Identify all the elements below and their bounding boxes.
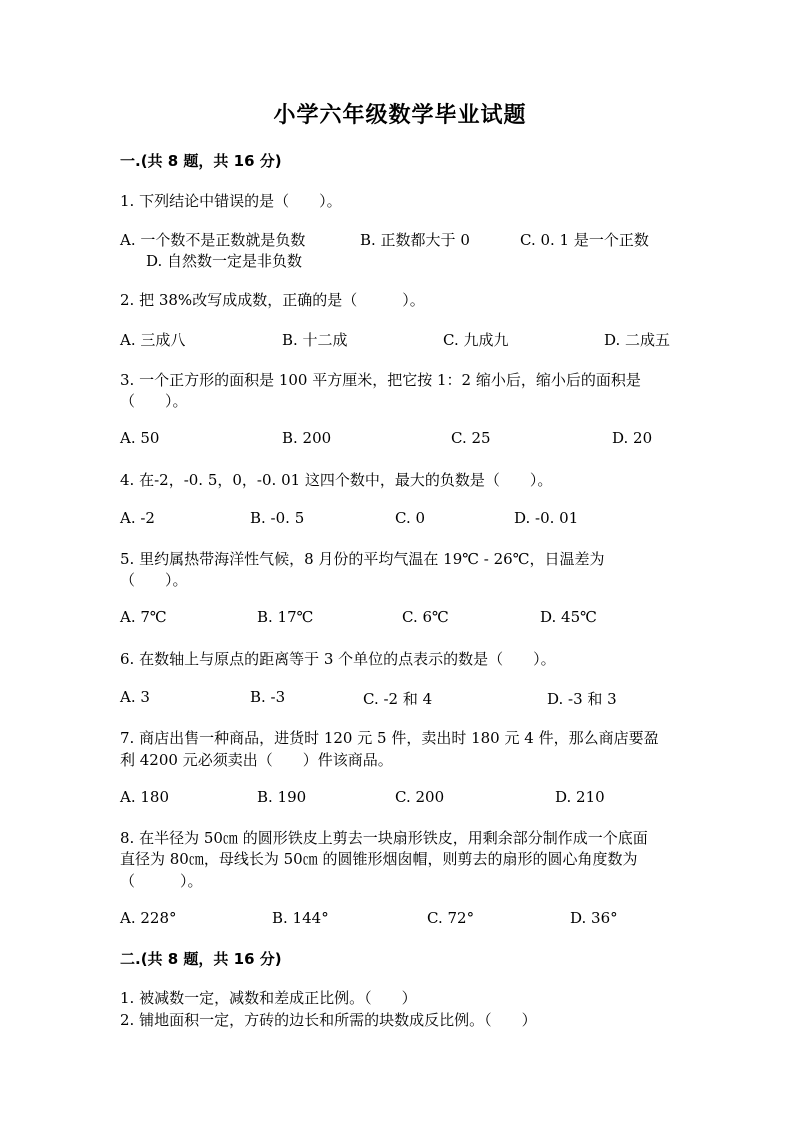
question-3-option-a: A. 50: [120, 429, 160, 447]
question-4-text: 4. 在-2，-0. 5，0，-0. 01 这四个数中，最大的负数是（ ）。: [120, 471, 553, 489]
section-heading-1: 一.(共 8 题，共 16 分): [120, 152, 282, 170]
question-6-option-a: A. 3: [120, 688, 150, 706]
question-2-text: 2. 把 38%改写成成数，正确的是（ ）。: [120, 291, 425, 309]
question-8-option-a: A. 228°: [120, 909, 177, 927]
question-6-option-d: D. -3 和 3: [547, 690, 617, 708]
page-title: 小学六年级数学毕业试题: [273, 103, 527, 128]
question-1-text: 1. 下列结论中错误的是（ ）。: [120, 192, 342, 210]
question-8-option-b: B. 144°: [272, 909, 329, 927]
question-6-option-b: B. -3: [250, 688, 286, 706]
question-2-option-d: D. 二成五: [604, 331, 671, 349]
question-8-text-line1: 8. 在半径为 50㎝ 的圆形铁皮上剪去一块扇形铁皮，用剩余部分制作成一个底面: [120, 829, 648, 847]
question-4-option-d: D. -0. 01: [514, 509, 579, 527]
question-7-text-line1: 7. 商店出售一种商品，进货时 120 元 5 件，卖出时 180 元 4 件，那么商店要盈: [120, 729, 659, 747]
question-7-text-line2: 利 4200 元必须卖出（ ）件该商品。: [120, 751, 393, 769]
question-1-option-c: C. 0. 1 是一个正数: [520, 231, 649, 249]
judgement-item-1: 1. 被减数一定，减数和差成正比例。（ ）: [120, 989, 417, 1007]
question-2-option-a: A. 三成八: [120, 331, 186, 349]
question-1-option-a: A. 一个数不是正数就是负数: [120, 231, 306, 249]
question-2-option-c: C. 九成九: [443, 331, 509, 349]
question-2-option-b: B. 十二成: [282, 331, 348, 349]
question-3-text-line1: 3. 一个正方形的面积是 100 平方厘米，把它按 1：2 缩小后，缩小后的面积是: [120, 371, 641, 389]
question-5-option-a: A. 7℃: [120, 608, 167, 626]
question-3-option-c: C. 25: [451, 429, 491, 447]
question-4-option-b: B. -0. 5: [250, 509, 305, 527]
question-8-option-c: C. 72°: [427, 909, 475, 927]
question-1-option-d: D. 自然数一定是非负数: [146, 252, 303, 270]
question-7-option-c: C. 200: [395, 788, 445, 806]
question-8-text-line3: （ ）。: [120, 872, 203, 890]
question-4-option-a: A. -2: [120, 509, 155, 527]
question-5-option-d: D. 45℃: [540, 608, 597, 626]
question-8-option-d: D. 36°: [570, 909, 618, 927]
question-6-text: 6. 在数轴上与原点的距离等于 3 个单位的点表示的数是（ ）。: [120, 650, 556, 668]
section-heading-2: 二.(共 8 题，共 16 分): [120, 950, 282, 968]
question-5-text-line1: 5. 里约属热带海洋性气候，8 月份的平均气温在 19℃ - 26℃，日温差为: [120, 550, 605, 568]
question-7-option-a: A. 180: [120, 788, 169, 806]
judgement-item-2: 2. 铺地面积一定，方砖的边长和所需的块数成反比例。（ ）: [120, 1011, 537, 1029]
question-6-option-c: C. -2 和 4: [363, 690, 433, 708]
question-5-text-line2: （ ）。: [120, 571, 188, 589]
question-1-option-b: B. 正数都大于 0: [360, 231, 470, 249]
question-5-option-b: B. 17℃: [257, 608, 314, 626]
question-3-text-line2: （ ）。: [120, 392, 188, 410]
question-3-option-d: D. 20: [612, 429, 653, 447]
question-8-text-line2: 直径为 80㎝，母线长为 50㎝ 的圆锥形烟囱帽，则剪去的扇形的圆心角度数为: [120, 850, 638, 868]
question-4-option-c: C. 0: [395, 509, 426, 527]
question-3-option-b: B. 200: [282, 429, 332, 447]
question-5-option-c: C. 6℃: [402, 608, 449, 626]
question-7-option-d: D. 210: [555, 788, 605, 806]
question-7-option-b: B. 190: [257, 788, 307, 806]
